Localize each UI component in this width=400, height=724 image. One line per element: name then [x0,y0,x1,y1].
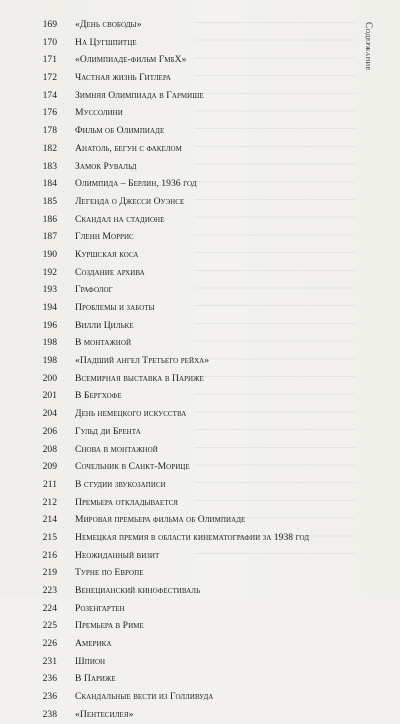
toc-entry [0,476,340,494]
toc-entry-title: Немецкая премия в области кинематографии за 1938 год [75,531,310,543]
toc-page-number: 200 [42,372,57,384]
toc-entry [0,441,340,459]
toc-page-number: 183 [42,160,57,172]
toc-page-number: 186 [42,213,57,225]
toc-page-number: 176 [42,107,57,119]
toc-page-number: 236 [42,691,57,703]
toc-entry [0,104,340,122]
toc-page-number: 193 [42,284,57,296]
toc-page-number: 206 [42,425,57,437]
toc-entry-title: Муссолини [75,107,123,119]
toc-entry-title: Мировая премьера фильма об Олимпиаде [75,514,246,526]
section-side-label: Содержание [364,22,374,71]
toc-entry [0,370,340,388]
toc-entry-title: Куршская коса [75,248,139,260]
toc-entry-title: Турне по Европе [75,567,144,579]
toc-entry [0,635,340,653]
toc-page-number: 190 [42,248,57,260]
toc-page-number: 238 [42,708,57,720]
toc-entry-title: Сочельник в Санкт-Морице [75,461,190,473]
toc-page-number: 231 [42,655,57,667]
toc-entry [0,34,340,52]
toc-entry [0,387,340,405]
toc-page-number: 201 [42,390,57,402]
toc-entry-title: «Олимпиаде-фильм ГмбХ» [75,54,187,66]
toc-entry [0,547,340,565]
toc-entry-title: Олимпида – Берлин, 1936 год [75,178,197,190]
toc-entry-title: «Падший ангел Третьего рейха» [75,355,210,367]
toc-entry-title: Неожиданный визит [75,549,160,561]
toc-entry-title: Америка [75,638,112,650]
toc-entry-title: «Пентесилея» [75,708,134,720]
toc-page-number: 182 [42,142,57,154]
toc-entry-title: Премьера откладывается [75,496,179,508]
toc-page-number: 185 [42,195,57,207]
toc-entry [0,564,340,582]
toc-entry-title: День немецкого искусства [75,408,187,420]
toc-entry [0,706,340,724]
toc-page-number: 194 [42,302,57,313]
toc-entry-title: Вилли Цилькe [75,319,134,331]
toc-page-number: 216 [42,549,57,561]
toc-entry [0,617,340,635]
toc-entry [0,423,340,441]
toc-entry-title: Замок Рувальд [75,160,137,172]
toc-page-number: 219 [42,567,57,579]
toc-page-number: 215 [42,531,57,543]
toc-entry-title: В Бергхофе [75,390,122,402]
toc-entry [0,317,340,335]
toc-entry [0,228,340,246]
toc-entry [0,529,340,547]
toc-entry [0,582,340,600]
toc-entry [0,458,340,476]
toc-page-number: 198 [42,337,57,349]
toc-entry [0,193,340,211]
toc-entry-title: Фильм об Олимпиаде [75,125,165,137]
toc-entry [0,352,340,370]
toc-entry [0,299,340,317]
toc-page-number: 172 [42,72,57,84]
toc-page-number: 178 [42,125,57,137]
toc-entry [0,600,340,618]
toc-page-number: 204 [42,408,57,420]
toc-page-number: 226 [42,638,57,650]
toc-entry-title: Частная жизнь Гитлера [75,72,172,84]
toc-page-number: 225 [42,620,57,632]
toc-entry [0,87,340,105]
toc-entry [0,688,340,706]
toc-page-number: 212 [42,496,57,508]
toc-page-number: 209 [42,461,57,473]
toc-entry [0,494,340,512]
toc-entry-title: В Париже [75,673,116,685]
toc-entry-title: Скандал на стадионе [75,213,165,225]
toc-entry-title: Розенгартен [75,602,125,614]
toc-entry-title: Гленн Моррис [75,231,134,243]
toc-page-number: 184 [42,178,57,190]
toc-entry-title: Премьера в Риме [75,620,144,632]
toc-entry-title: Гульд ди Брента [75,425,141,437]
toc-page-number: 169 [42,19,57,30]
toc-entry [0,653,340,671]
toc-page-number: 208 [42,443,57,455]
toc-page-number: 170 [42,36,57,48]
toc-entry-title: Графолог [75,284,113,296]
toc-entry-title: Всемирная выставка в Париже [75,372,204,384]
toc-page-number: 174 [42,89,57,101]
toc-entry-title: Зимняя Олимпиада в Гармише [75,89,204,101]
toc-page-number: 224 [42,602,57,614]
toc-page-number: 187 [42,231,57,243]
toc-entry [0,175,340,193]
toc-entry-title: Венецианский кинофестиваль [75,585,201,596]
toc-page-number: 214 [42,514,57,526]
toc-entry [0,511,340,529]
toc-entry-title: Легенда о Джесси Оуэнсе [75,195,185,207]
toc-entry-title: Анатоль, бегун с факелом [75,142,182,154]
toc-page-number: 196 [42,319,57,331]
toc-entry-title: Шпион [75,655,106,667]
toc-entry [0,122,340,140]
toc-entry-title: Проблемы и заботы [75,302,155,313]
toc-entry [0,16,340,34]
toc-entry-title: В монтажной [75,337,132,349]
toc-entry [0,405,340,423]
toc-entry-title: «День свободы» [75,19,142,30]
toc-page-number: 198 [42,355,57,367]
toc-entry [0,211,340,229]
toc-entry [0,246,340,264]
toc-entry [0,281,340,299]
toc-entry [0,69,340,87]
toc-entry [0,51,340,69]
toc-entry [0,140,340,158]
toc-page-number: 223 [42,585,57,596]
table-of-contents [0,16,340,724]
toc-entry [0,264,340,282]
toc-entry-title: Создание архива [75,266,145,278]
toc-entry [0,670,340,688]
toc-entry [0,158,340,176]
toc-page-number: 211 [42,478,57,490]
toc-page-number: 171 [42,54,57,66]
toc-entry-title: Снова в монтажной [75,443,158,455]
toc-entry-title: Скандальные вести из Голливуда [75,691,214,703]
toc-entry-title: На Цугшпитце [75,36,137,48]
toc-page-number: 236 [42,673,57,685]
toc-entry [0,334,340,352]
toc-page-number: 192 [42,266,57,278]
toc-entry-title: В студии звукозаписи [75,478,166,490]
